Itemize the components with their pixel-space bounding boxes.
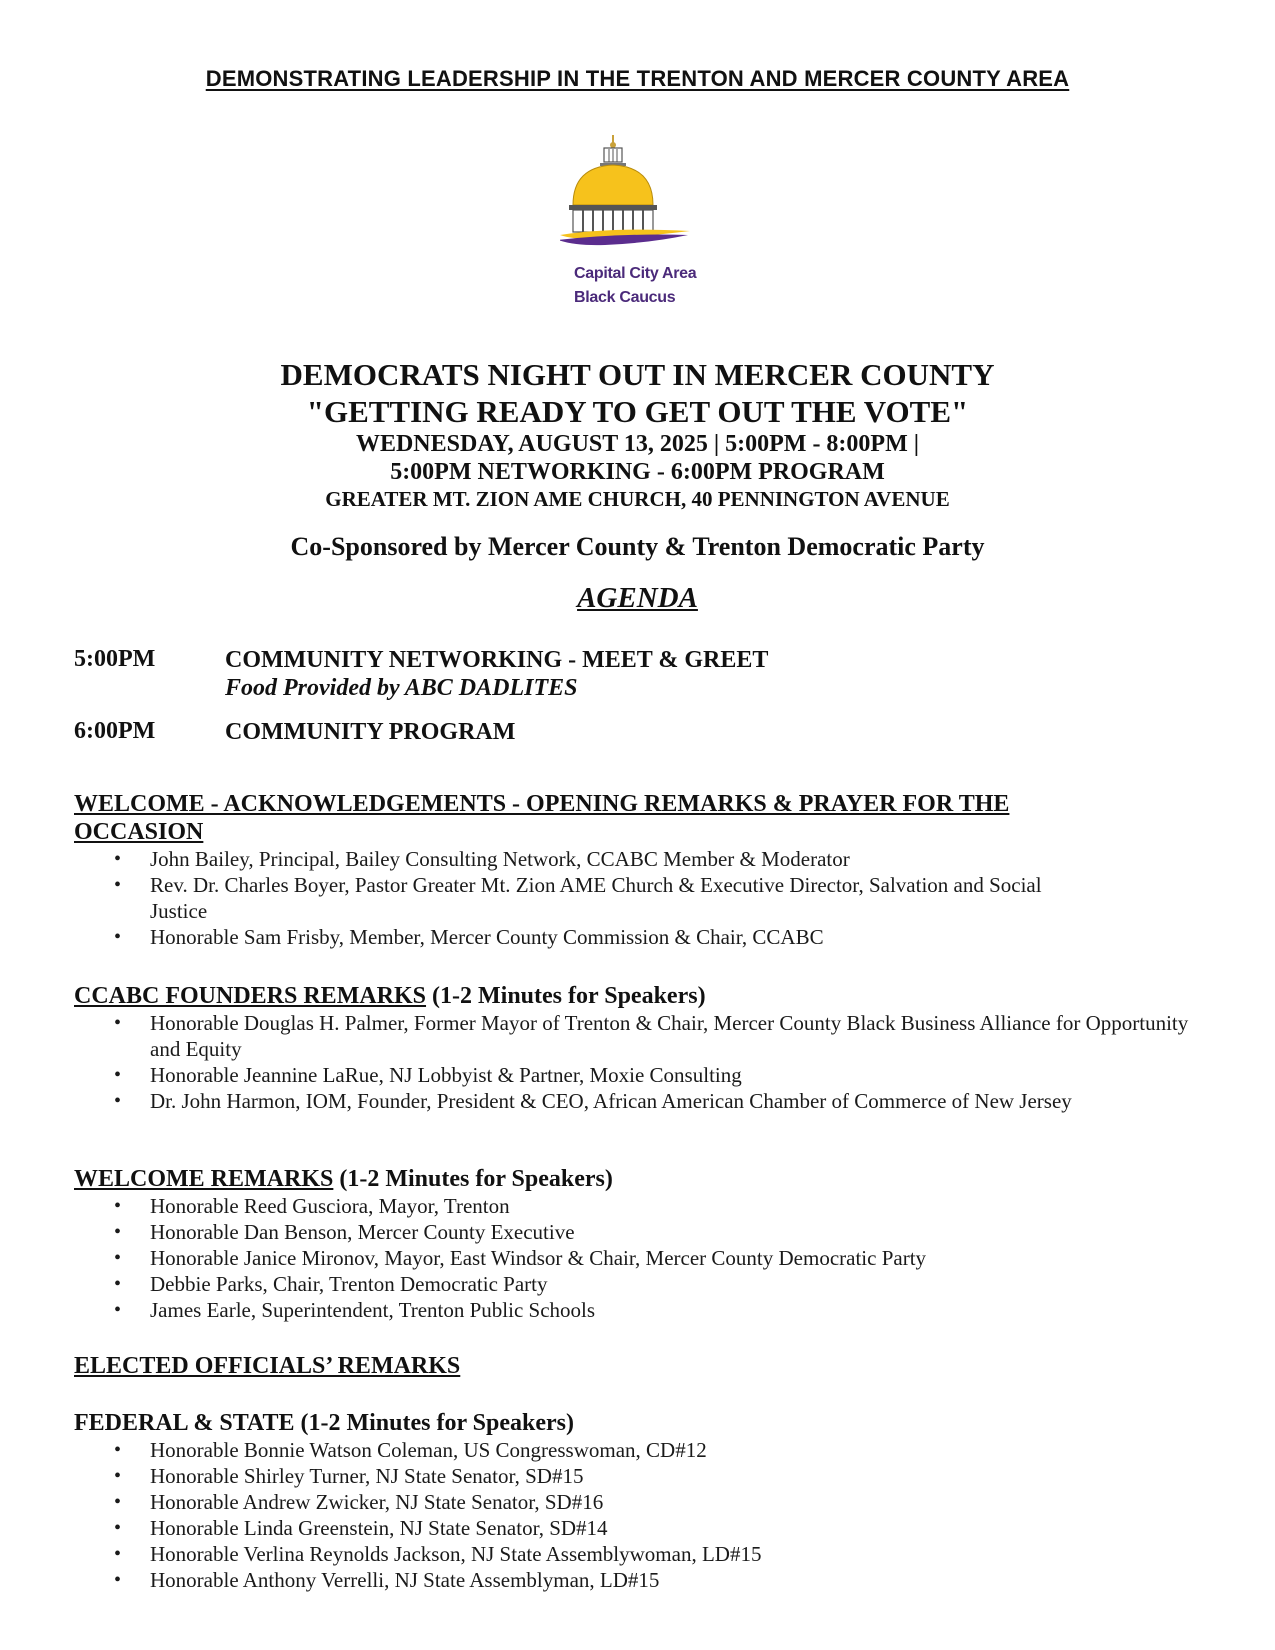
section-note: (1-2 Minutes for Speakers)	[432, 983, 706, 1009]
schedule-subnote: Food Provided by ABC DADLITES	[225, 675, 578, 701]
section-title: FEDERAL & STATE (1-2 Minutes for Speakers)	[74, 1410, 575, 1436]
list-item: • Honorable Shirley Turner, NJ State Senator, SD#15	[74, 1463, 1204, 1489]
section-title: CCABC FOUNDERS REMARKS (1-2 Minutes for Speakers)	[74, 983, 706, 1009]
event-schedule-summary: 5:00PM NETWORKING - 6:00PM PROGRAM	[390, 459, 885, 485]
speaker-list	[74, 1010, 1204, 1114]
list-item: • Honorable Douglas H. Palmer, Former Mayor of Trenton & Chair, Mercer County Black Business Alliance for Opportunity and Equity	[74, 1010, 1204, 1062]
list-item: • Honorable Verlina Reynolds Jackson, NJ State Assemblywoman, LD#15	[74, 1541, 1204, 1567]
list-item: • Honorable Dan Benson, Mercer County Executive	[74, 1219, 1204, 1245]
cosponsor-line: Co-Sponsored by Mercer County & Trenton Democratic Party	[290, 532, 985, 561]
agenda-section	[74, 790, 1074, 950]
list-item: • Honorable Anthony Verrelli, NJ State Assemblyman, LD#15	[74, 1567, 1204, 1593]
list-item: • Honorable Sam Frisby, Member, Mercer County Commission & Chair, CCABC	[74, 924, 1074, 950]
list-item: • Honorable Jeannine LaRue, NJ Lobbyist & Partner, Moxie Consulting	[74, 1062, 1204, 1088]
list-item: • Honorable Linda Greenstein, NJ State Senator, SD#14	[74, 1515, 1204, 1541]
schedule-time: 5:00PM	[74, 646, 156, 672]
list-item: • Honorable Janice Mironov, Mayor, East Windsor & Chair, Mercer County Democratic Party	[74, 1245, 1204, 1271]
section-title: ELECTED OFFICIALS’ REMARKS	[74, 1353, 461, 1379]
list-item: • Rev. Dr. Charles Boyer, Pastor Greater Mt. Zion AME Church & Executive Director, Salvation and Social Justice	[74, 872, 1074, 924]
event-subtitle: "GETTING READY TO GET OUT THE VOTE"	[306, 394, 969, 429]
logo-line-2: Black Caucus	[574, 289, 676, 306]
list-item: • John Bailey, Principal, Bailey Consulting Network, CCABC Member & Moderator	[74, 846, 1074, 872]
logo-caption	[574, 262, 724, 310]
agenda-section	[74, 1165, 1204, 1323]
list-item: • Dr. John Harmon, IOM, Founder, President & CEO, African American Chamber of Commerce of New Jersey	[74, 1088, 1204, 1114]
top-heading: DEMONSTRATING LEADERSHIP IN THE TRENTON AND MERCER COUNTY AREA	[205, 66, 1070, 91]
event-date-time: WEDNESDAY, AUGUST 13, 2025 | 5:00PM - 8:00PM |	[355, 431, 920, 457]
speaker-list	[74, 1193, 1204, 1323]
schedule-description: COMMUNITY NETWORKING - MEET & GREET	[225, 647, 769, 673]
agenda-section	[74, 1352, 1204, 1380]
section-title: WELCOME REMARKS (1-2 Minutes for Speakers)	[74, 1166, 613, 1192]
schedule-description: COMMUNITY PROGRAM	[225, 719, 516, 745]
event-title-block	[0, 356, 1275, 512]
logo-line-1: Capital City Area	[574, 265, 697, 282]
list-item: • Honorable Reed Gusciora, Mayor, Trenton	[74, 1193, 1204, 1219]
list-item: • Debbie Parks, Chair, Trenton Democratic Party	[74, 1271, 1204, 1297]
agenda-section	[74, 1409, 1204, 1593]
list-item: • James Earle, Superintendent, Trenton Public Schools	[74, 1297, 1204, 1323]
speaker-list	[74, 1437, 1204, 1593]
agenda-heading: AGENDA	[577, 582, 698, 614]
schedule-time: 6:00PM	[74, 718, 156, 744]
speaker-list	[74, 846, 1074, 950]
event-location: GREATER MT. ZION AME CHURCH, 40 PENNINGTON AVENUE	[325, 487, 950, 511]
section-note: (1-2 Minutes for Speakers)	[339, 1166, 613, 1192]
list-item: • Honorable Andrew Zwicker, NJ State Senator, SD#16	[74, 1489, 1204, 1515]
list-item: • Honorable Bonnie Watson Coleman, US Congresswoman, CD#12	[74, 1437, 1204, 1463]
agenda-section	[74, 982, 1204, 1114]
event-title: DEMOCRATS NIGHT OUT IN MERCER COUNTY	[280, 357, 995, 392]
section-title: WELCOME - ACKNOWLEDGEMENTS - OPENING REMARKS & PRAYER FOR THE OCCASION	[74, 791, 1010, 845]
